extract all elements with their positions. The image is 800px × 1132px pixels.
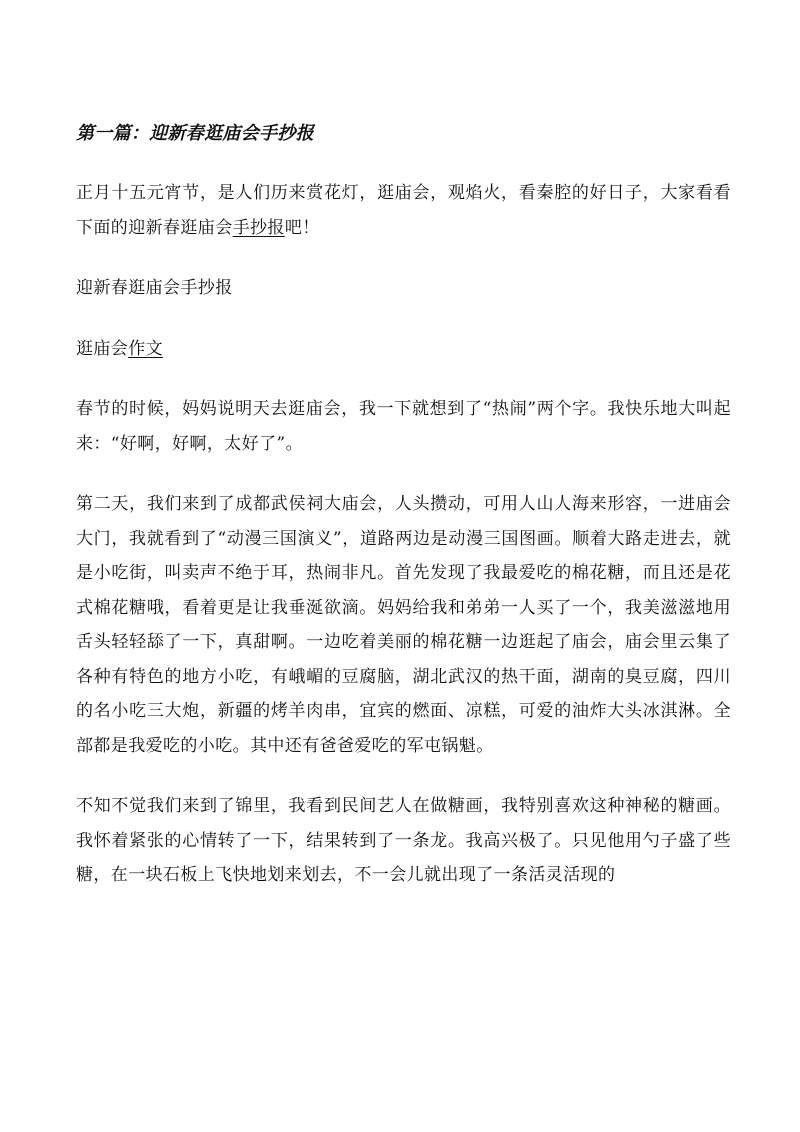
intro-text: 正月十五元宵节，是人们历来赏花灯，逛庙会，观焰火，看秦腔的好日子，大家看看下面的迎新春逛庙会: [76, 183, 731, 238]
essay-label-text: 逛庙会: [76, 338, 129, 359]
intro-paragraph: [76, 176, 731, 245]
body-paragraph: 春节的时候，妈妈说明天去逛庙会，我一下就想到了“热闹”两个字。我快乐地大叫起来：“好啊，好啊，太好了”。: [76, 399, 731, 454]
intro-text-end: 吧！: [284, 217, 320, 238]
body-paragraph: 第二天，我们来到了成都武侯祠大庙会，人头攒动，可用人山人海来形容，一进庙会大门，我就看到了“动漫三国演义”，道路两边是动漫三国图画。顺着大路走进去，就是小吃街，叫卖声不绝于耳，热闹非凡。首先发现了我最爱吃的棉花糖，而且还是花式棉花糖哦，看着更是让我垂涎欲滴。妈妈给我和弟弟一人买了一个，我美滋滋地用舌头轻轻舔了一下，真甜啊。一边吃着美丽的棉花糖一边逛起了庙会，庙会里云集了各种有特色的地方小吃，有峨嵋的豆腐脑，湖北武汉的热干面，湖南的臭豆腐，四川的名小吃三大炮，新疆的烤羊肉串，宜宾的燃面、凉糕，可爱的油炸大头冰淇淋。全部都是我爱吃的小吃。其中还有爸爸爱吃的军屯锅魁。: [76, 494, 731, 756]
document-page: [76, 118, 731, 919]
hand-newspaper-link[interactable]: 手抄报: [232, 217, 285, 238]
essay-label: [76, 332, 731, 367]
subtitle: 迎新春逛庙会手抄报: [76, 278, 233, 298]
document-title: 第一篇：迎新春逛庙会手抄报: [76, 123, 314, 144]
body-paragraph: 不知不觉我们来到了锦里，我看到民间艺人在做糖画，我特别喜欢这种神秘的糖画。我怀着紧张的心情转了一下，结果转到了一条龙。我高兴极了。只见他用勺子盛了些糖，在一块石板上飞快地划来划去，不一会儿就出现了一条活灵活现的: [76, 796, 731, 885]
essay-link[interactable]: 作文: [128, 338, 164, 359]
